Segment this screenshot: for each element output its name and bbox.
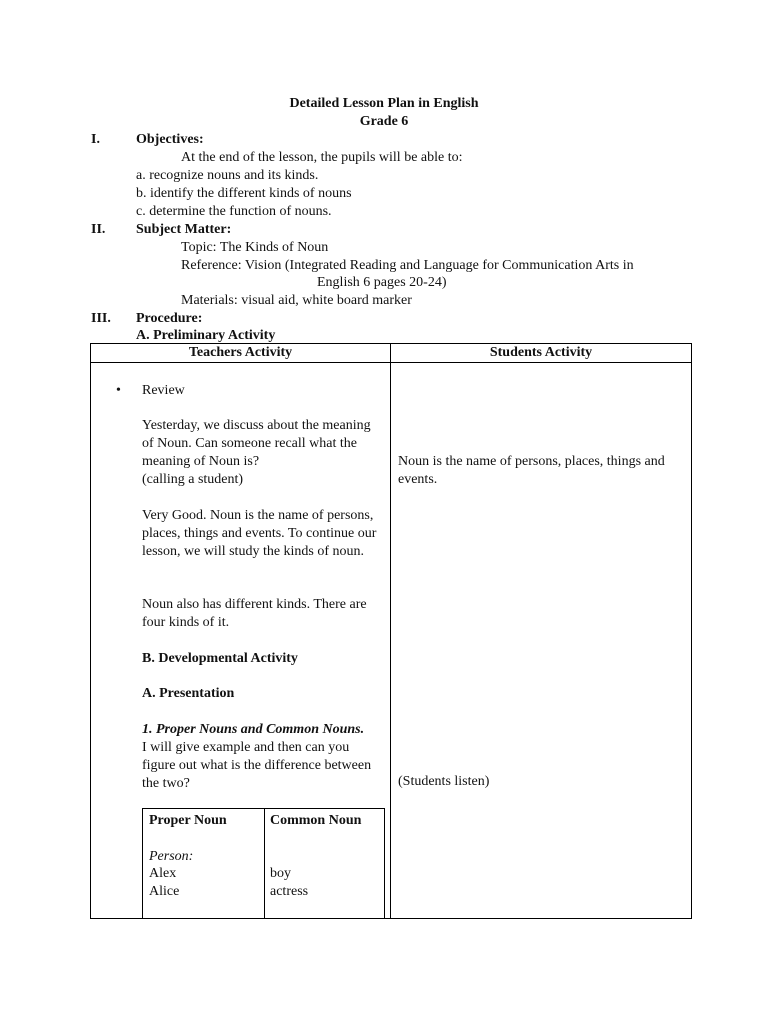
subject-matter-heading: Subject Matter: [136, 222, 232, 237]
objective-item: a. recognize nouns and its kinds. [136, 168, 319, 183]
objectives-intro: At the end of the lesson, the pupils will be able to: [181, 150, 463, 165]
reference-line: Reference: Vision (Integrated Reading and Language for Communication Arts in [181, 258, 634, 273]
teacher-praise-paragraph: Very Good. Noun is the name of persons, places, things and events. To continue our lesson, we will study the kinds of noun. [142, 508, 377, 559]
students-activity-header: Students Activity [391, 344, 691, 363]
common-noun-cell: boy [270, 866, 291, 881]
objectives-heading: Objectives: [136, 132, 204, 147]
column-divider [390, 344, 391, 918]
procedure-heading: Procedure: [136, 311, 203, 326]
topic-line: Topic: The Kinds of Noun [181, 240, 329, 255]
common-noun-cell: actress [270, 884, 309, 899]
teacher-example-paragraph: I will give example and then can you figure out what is the difference between the two? [142, 740, 372, 791]
preliminary-activity-heading: A. Preliminary Activity [136, 328, 276, 343]
procedure-numeral: III. [91, 311, 111, 326]
proper-common-heading: 1. Proper Nouns and Common Nouns. [142, 722, 365, 737]
review-label: Review [142, 383, 185, 398]
objectives-numeral: I. [91, 132, 100, 147]
reference-line-continued: English 6 pages 20-24) [317, 275, 447, 290]
developmental-activity-heading: B. Developmental Activity [142, 651, 298, 666]
presentation-heading: A. Presentation [142, 686, 235, 701]
noun-examples-table [142, 808, 385, 919]
objective-item: b. identify the different kinds of nouns [136, 186, 352, 201]
teacher-review-paragraph: Yesterday, we discuss about the meaning of Noun. Can someone recall what the meaning of Noun is? [142, 418, 371, 469]
materials-line: Materials: visual aid, white board marker [181, 293, 412, 308]
objective-item: c. determine the function of nouns. [136, 204, 332, 219]
teacher-kinds-paragraph: Noun also has different kinds. There are four kinds of it. [142, 597, 367, 630]
subject-matter-numeral: II. [91, 222, 106, 237]
proper-noun-cell: Alice [149, 884, 180, 899]
student-listen-note: (Students listen) [398, 774, 490, 789]
noun-table-divider [264, 809, 265, 919]
proper-noun-cell: Alex [149, 866, 177, 881]
proper-noun-header: Proper Noun [149, 813, 227, 828]
bullet-icon: • [116, 383, 121, 398]
student-answer: Noun is the name of persons, places, things and events. [398, 454, 665, 487]
document-title: Detailed Lesson Plan in English [289, 96, 479, 111]
category-label: Person: [149, 849, 194, 864]
common-noun-header: Common Noun [270, 813, 362, 828]
teachers-activity-header: Teachers Activity [91, 344, 390, 363]
document-grade: Grade 6 [359, 114, 409, 129]
teacher-calling-note: (calling a student) [142, 472, 244, 487]
